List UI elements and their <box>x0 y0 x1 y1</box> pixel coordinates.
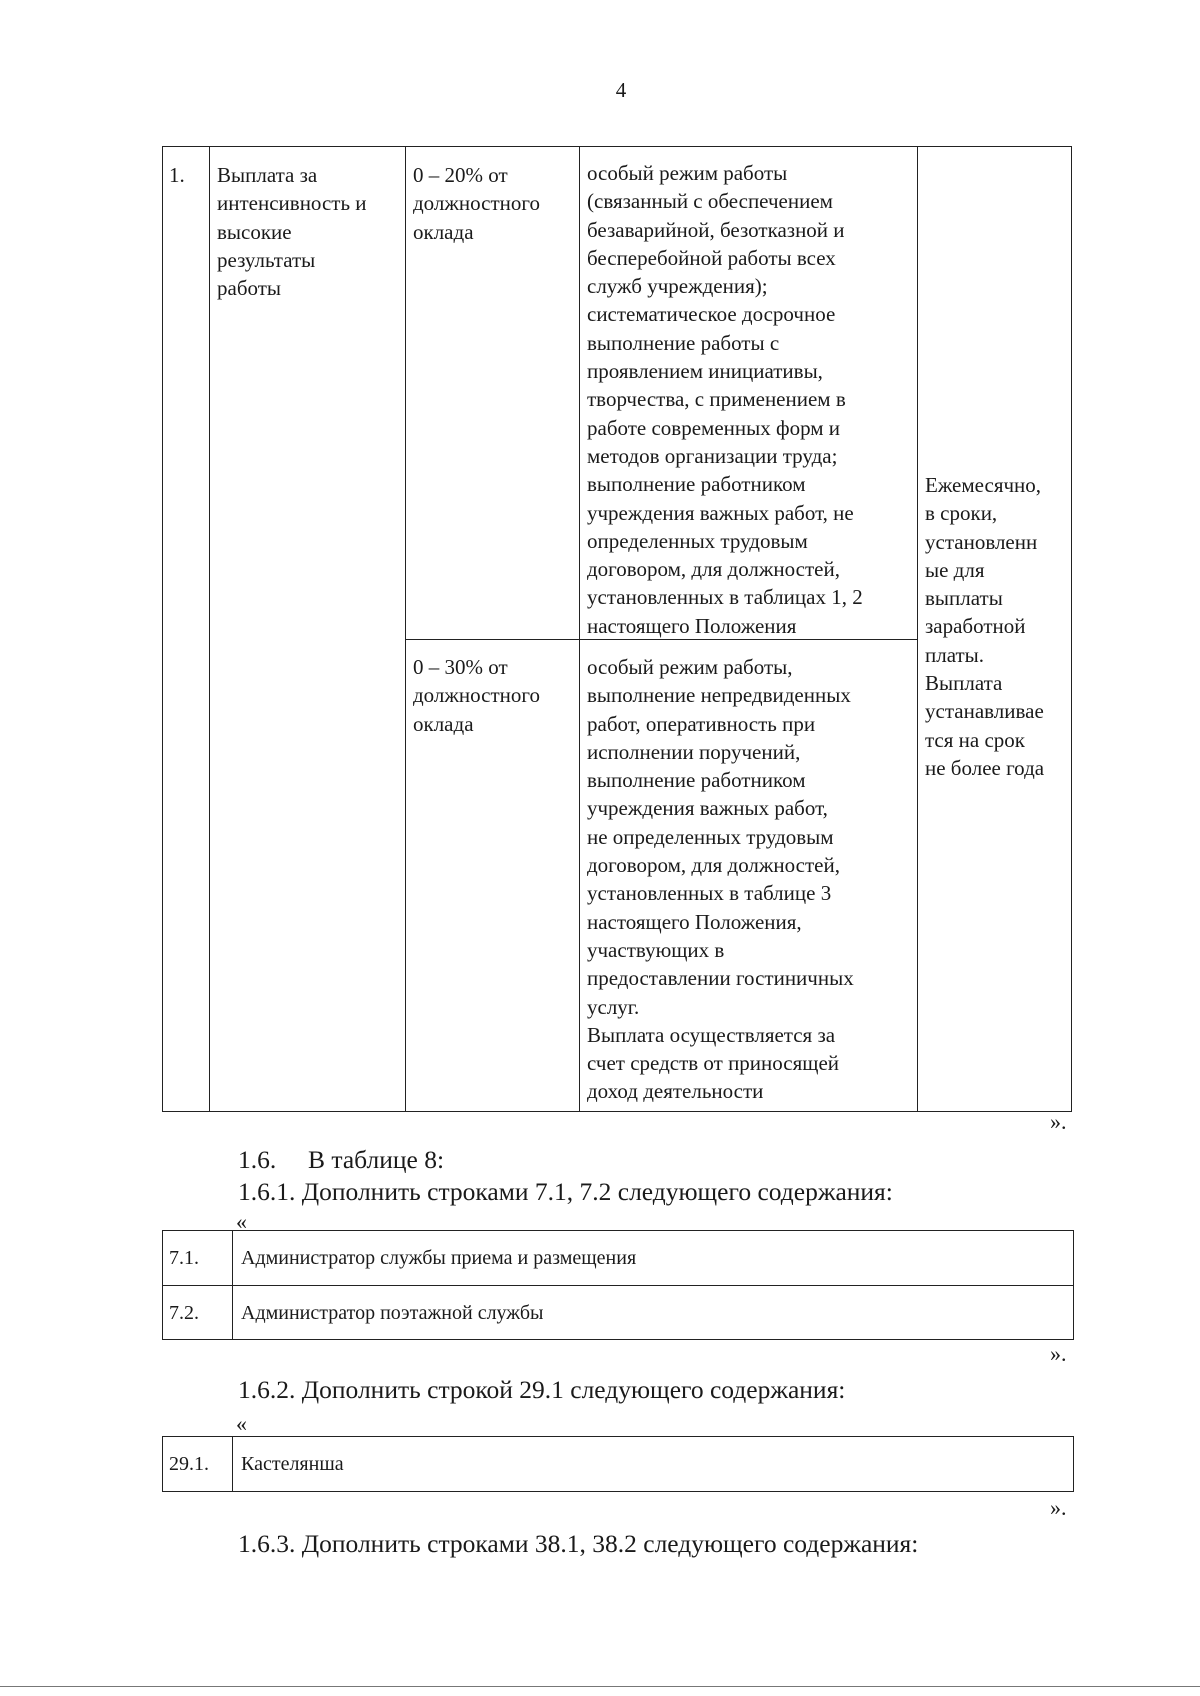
section-heading: 1.6.3. Дополнить строками 38.1, 38.2 следующего содержания: <box>238 1529 919 1558</box>
row-number: 1. <box>169 163 185 187</box>
payment-conditions: особый режим работы (связанный с обеспечением безаварийной, безотказной и бесперебойной работы всех служб учреждения); систематическое досрочное выполнение работы с проявлением инициативы, творчества, с применением в работе современных форм и методов организации труда; выполнение работником учреждения важных работ, не определенных трудовым договором, для должностей, установленных в таблицах 1, 2 настоящего Положения <box>587 161 863 638</box>
section-number: 1.6. <box>238 1145 277 1174</box>
opening-quote: « <box>236 1209 247 1234</box>
closing-quote: ». <box>1050 1495 1067 1520</box>
payment-name: Выплата за интенсивность и высокие результаты работы <box>217 163 367 301</box>
row-number: 7.1. <box>163 1231 233 1285</box>
page-number: 4 <box>615 78 627 102</box>
payment-amount: 0 – 30% от должностного оклада <box>413 655 540 736</box>
row-number: 29.1. <box>163 1437 233 1491</box>
table-row <box>163 1285 1073 1339</box>
closing-quote: ». <box>1050 1341 1067 1366</box>
payments-table <box>162 146 1072 1112</box>
position-name: Администратор поэтажной службы <box>241 1302 544 1324</box>
payment-amount: 0 – 20% от должностного оклада <box>413 163 540 244</box>
page-bottom-edge <box>0 1686 1200 1687</box>
position-name: Администратор службы приема и размещения <box>241 1247 637 1269</box>
positions-table <box>162 1230 1074 1340</box>
row-number: 7.2. <box>163 1286 233 1339</box>
column-divider <box>209 147 210 1111</box>
table-row <box>163 1437 1073 1491</box>
section-heading: 1.6.2. Дополнить строкой 29.1 следующего содержания: <box>238 1375 846 1404</box>
column-divider <box>405 147 406 1111</box>
column-divider <box>579 147 580 1111</box>
section-heading: 1.6.1. Дополнить строками 7.1, 7.2 следующего содержания: <box>238 1177 893 1206</box>
payment-conditions: особый режим работы, выполнение непредвиденных работ, оперативность при исполнении поручений, выполнение работником учреждения важных работ, не определенных трудовым договором, для должностей, установленных в таблице 3 настоящего Положения, участвующих в предоставлении гостиничных услуг. Выплата осуществляется за счет средств от приносящей доход деятельности <box>587 655 854 1104</box>
position-name: Кастелянша <box>241 1453 344 1475</box>
opening-quote: « <box>236 1411 247 1436</box>
section-heading: В таблице 8: <box>308 1145 445 1174</box>
column-divider <box>917 147 918 1111</box>
table-row <box>163 1231 1073 1285</box>
closing-quote: ». <box>1050 1109 1067 1134</box>
payment-periodicity: Ежемесячно, в сроки, установленн ые для выплаты заработной платы. Выплата устанавливае тся на срок не более года <box>925 473 1045 780</box>
positions-table <box>162 1436 1074 1492</box>
